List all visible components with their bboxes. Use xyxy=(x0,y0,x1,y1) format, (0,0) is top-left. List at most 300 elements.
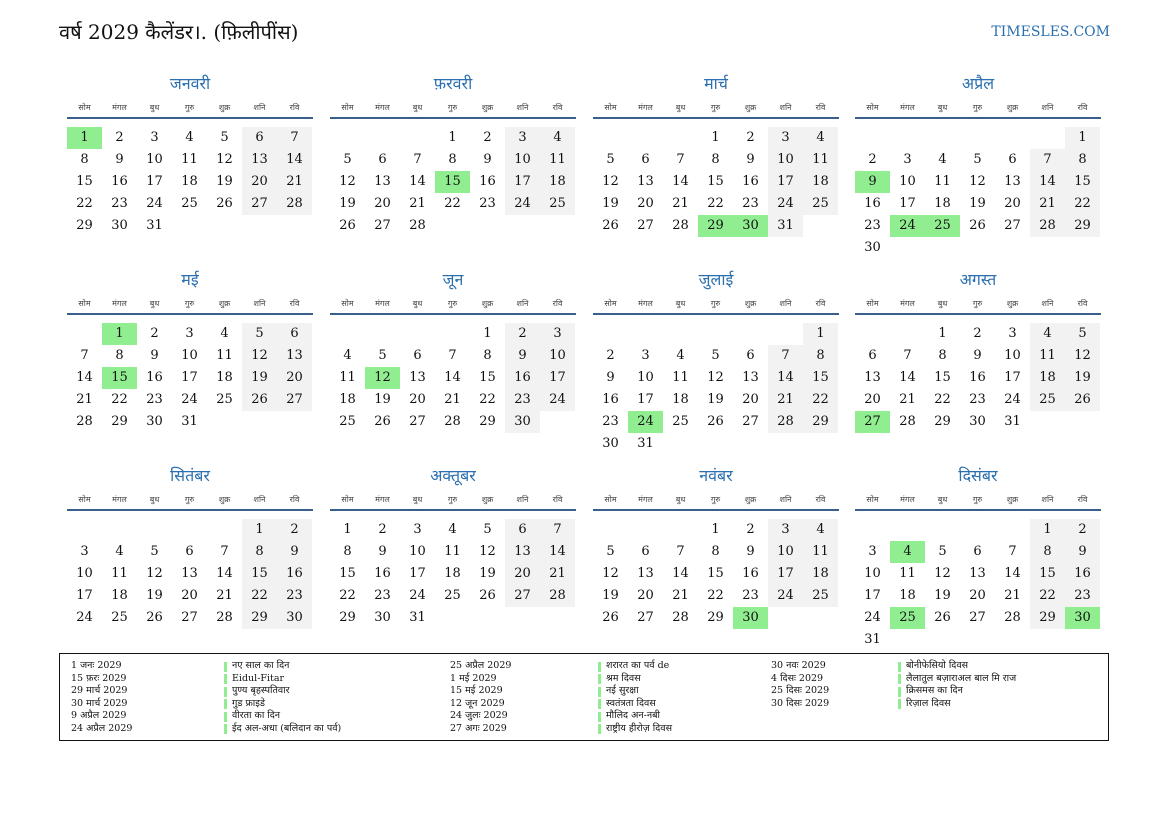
day-cell: 29 xyxy=(479,414,496,429)
month-name: अक्तूबर xyxy=(430,466,476,485)
day-cell: 4 xyxy=(938,152,947,167)
day-cell: 19 xyxy=(1065,367,1100,389)
day-cell: 15 xyxy=(707,566,724,581)
day-cell: 11 xyxy=(111,566,128,581)
month-calendar xyxy=(593,268,839,458)
weekday-header: गुरु xyxy=(710,495,721,504)
header-rule xyxy=(330,313,576,315)
day-cell: 7 xyxy=(220,544,229,559)
weekday-header: रवि xyxy=(289,495,300,504)
holiday-name: क्रिसमस का दिन xyxy=(906,685,963,696)
day-cell: 8 xyxy=(938,348,947,363)
weekday-header: मंगल xyxy=(900,299,915,308)
day-cell: 6 xyxy=(641,544,650,559)
day-cell: 4 xyxy=(803,127,838,149)
day-cell: 30 xyxy=(969,414,986,429)
header-rule xyxy=(593,313,839,315)
day-cell: 3 xyxy=(185,326,194,341)
page-title: वर्ष 2029 कैलेंडर।. (फ़िलीपींस) xyxy=(59,20,299,44)
day-cell: 1 xyxy=(1030,519,1065,541)
day-cell: 17 xyxy=(540,367,575,389)
day-cell: 19 xyxy=(216,174,233,189)
header-rule xyxy=(67,509,313,511)
day-cell: 23 xyxy=(479,196,496,211)
month-calendar xyxy=(593,72,839,262)
day-cell: 27 xyxy=(409,414,426,429)
weekday-header: रवि xyxy=(815,495,826,504)
day-cell: 15 xyxy=(242,563,277,585)
header-rule xyxy=(855,313,1101,315)
header-rule xyxy=(67,313,313,315)
day-cell: 27 xyxy=(969,610,986,625)
day-cell: 15 xyxy=(339,566,356,581)
day-cell: 21 xyxy=(540,563,575,585)
day-cell: 25 xyxy=(803,585,838,607)
day-cell: 19 xyxy=(479,566,496,581)
holiday-day-cell: 25 xyxy=(890,607,925,629)
day-cell: 28 xyxy=(277,193,312,215)
day-cell: 23 xyxy=(111,196,128,211)
weekday-header: गुरु xyxy=(184,495,195,504)
day-cell: 28 xyxy=(76,414,93,429)
day-cell: 18 xyxy=(339,392,356,407)
day-cell: 28 xyxy=(672,218,689,233)
day-cell: 26 xyxy=(602,218,619,233)
day-cell: 20 xyxy=(1004,196,1021,211)
day-cell: 6 xyxy=(868,348,877,363)
day-cell: 6 xyxy=(505,519,540,541)
day-cell: 6 xyxy=(641,152,650,167)
day-cell: 22 xyxy=(934,392,951,407)
day-cell: 6 xyxy=(242,127,277,149)
holiday-marker xyxy=(598,712,601,722)
day-cell: 22 xyxy=(111,392,128,407)
day-cell: 18 xyxy=(216,370,233,385)
weekday-header: बुध xyxy=(675,103,686,112)
day-cell: 25 xyxy=(540,193,575,215)
holiday-name: शरारत का पर्व de xyxy=(606,660,670,671)
day-cell: 29 xyxy=(1030,607,1065,629)
day-cell: 14 xyxy=(672,566,689,581)
weekday-header: मंगल xyxy=(112,299,127,308)
day-cell: 23 xyxy=(277,585,312,607)
day-cell: 7 xyxy=(768,345,803,367)
day-cell: 18 xyxy=(181,174,198,189)
day-cell: 19 xyxy=(707,392,724,407)
day-cell: 25 xyxy=(216,392,233,407)
day-cell: 9 xyxy=(746,152,755,167)
day-cell: 24 xyxy=(768,193,803,215)
month-calendar xyxy=(67,268,313,458)
day-cell: 19 xyxy=(374,392,391,407)
weekday-header: मंगल xyxy=(375,299,390,308)
weekday-header: सोम xyxy=(341,299,354,308)
day-cell: 13 xyxy=(242,149,277,171)
weekday-header: सोम xyxy=(866,495,879,504)
day-cell: 14 xyxy=(768,367,803,389)
holiday-name: गुड फ्राइडे xyxy=(232,697,265,709)
weekday-header: मंगल xyxy=(638,103,653,112)
day-cell: 11 xyxy=(339,370,356,385)
day-cell: 6 xyxy=(1008,152,1017,167)
day-cell: 3 xyxy=(150,130,159,145)
weekday-header: सोम xyxy=(866,103,879,112)
day-cell: 13 xyxy=(864,370,881,385)
holiday-marker xyxy=(224,724,227,734)
day-cell: 24 xyxy=(1004,392,1021,407)
weekday-header: सोम xyxy=(78,103,91,112)
weekday-header: रवि xyxy=(815,299,826,308)
day-cell: 10 xyxy=(768,149,803,171)
weekday-header: शनि xyxy=(516,495,529,504)
day-cell: 20 xyxy=(374,196,391,211)
day-cell: 14 xyxy=(409,174,426,189)
month-calendar xyxy=(330,72,576,262)
day-cell: 12 xyxy=(242,345,277,367)
holiday-marker xyxy=(598,724,601,734)
day-cell: 5 xyxy=(973,152,982,167)
day-cell: 11 xyxy=(803,541,838,563)
day-cell: 6 xyxy=(973,544,982,559)
day-cell: 18 xyxy=(1030,367,1065,389)
holiday-date: 25 अप्रैल 2029 xyxy=(450,660,512,671)
day-cell: 4 xyxy=(448,522,457,537)
day-cell: 10 xyxy=(505,149,540,171)
day-cell: 2 xyxy=(378,522,387,537)
day-cell: 18 xyxy=(899,588,916,603)
day-cell: 1 xyxy=(1065,127,1100,149)
day-cell: 2 xyxy=(505,323,540,345)
day-cell: 24 xyxy=(146,196,163,211)
day-cell: 4 xyxy=(185,130,194,145)
day-cell: 16 xyxy=(1065,563,1100,585)
day-cell: 21 xyxy=(277,171,312,193)
day-cell: 6 xyxy=(746,348,755,363)
day-cell: 8 xyxy=(115,348,124,363)
day-cell: 13 xyxy=(409,370,426,385)
day-cell: 11 xyxy=(540,149,575,171)
holiday-date: 30 नवः 2029 xyxy=(771,660,826,671)
day-cell: 5 xyxy=(483,522,492,537)
day-cell: 31 xyxy=(181,414,198,429)
header-rule xyxy=(593,117,839,119)
holiday-marker xyxy=(224,687,227,697)
month-calendar xyxy=(330,268,576,458)
day-cell: 16 xyxy=(277,563,312,585)
holiday-day-cell: 24 xyxy=(628,411,663,433)
holiday-marker xyxy=(598,674,601,684)
month-name: फ़रवरी xyxy=(433,74,473,93)
day-cell: 12 xyxy=(969,174,986,189)
day-cell: 13 xyxy=(742,370,759,385)
day-cell: 20 xyxy=(969,588,986,603)
day-cell: 9 xyxy=(973,348,982,363)
day-cell: 20 xyxy=(181,588,198,603)
day-cell: 18 xyxy=(111,588,128,603)
day-cell: 14 xyxy=(216,566,233,581)
day-cell: 10 xyxy=(899,174,916,189)
day-cell: 3 xyxy=(903,152,912,167)
weekday-header: शनि xyxy=(1041,495,1054,504)
day-cell: 30 xyxy=(374,610,391,625)
day-cell: 14 xyxy=(540,541,575,563)
day-cell: 25 xyxy=(111,610,128,625)
day-cell: 23 xyxy=(864,218,881,233)
day-cell: 11 xyxy=(899,566,916,581)
month-name: जुलाई xyxy=(698,270,734,289)
holiday-day-cell: 9 xyxy=(855,171,890,193)
day-cell: 26 xyxy=(1065,389,1100,411)
day-cell: 22 xyxy=(707,196,724,211)
weekday-header: बुध xyxy=(675,495,686,504)
day-cell: 6 xyxy=(185,544,194,559)
day-cell: 30 xyxy=(505,411,540,433)
day-cell: 12 xyxy=(602,174,619,189)
day-cell: 17 xyxy=(505,171,540,193)
holiday-date: 12 जून 2029 xyxy=(450,697,505,709)
weekday-header: सोम xyxy=(341,495,354,504)
day-cell: 16 xyxy=(374,566,391,581)
day-cell: 14 xyxy=(76,370,93,385)
weekday-header: बुध xyxy=(937,495,948,504)
day-cell: 26 xyxy=(216,196,233,211)
weekday-header: सोम xyxy=(341,103,354,112)
holiday-name: लैलातुल बज़ाराअल बाल मि राज xyxy=(906,672,1017,684)
day-cell: 23 xyxy=(602,414,619,429)
holiday-name: श्रम दिवस xyxy=(606,672,641,684)
day-cell: 18 xyxy=(444,566,461,581)
holiday-marker xyxy=(224,712,227,722)
day-cell: 7 xyxy=(1008,544,1017,559)
day-cell: 3 xyxy=(80,544,89,559)
day-cell: 7 xyxy=(80,348,89,363)
day-cell: 2 xyxy=(746,522,755,537)
day-cell: 21 xyxy=(1030,193,1065,215)
day-cell: 15 xyxy=(1065,171,1100,193)
day-cell: 23 xyxy=(969,392,986,407)
day-cell: 4 xyxy=(343,348,352,363)
weekday-header: मंगल xyxy=(112,103,127,112)
weekday-header: शुक्र xyxy=(218,103,231,112)
day-cell: 21 xyxy=(672,588,689,603)
day-cell: 27 xyxy=(242,193,277,215)
day-cell: 2 xyxy=(868,152,877,167)
day-cell: 28 xyxy=(899,414,916,429)
day-cell: 27 xyxy=(1004,218,1021,233)
day-cell: 1 xyxy=(938,326,947,341)
weekday-header: सोम xyxy=(866,299,879,308)
day-cell: 13 xyxy=(637,566,654,581)
day-cell: 9 xyxy=(115,152,124,167)
day-cell: 9 xyxy=(378,544,387,559)
day-cell: 30 xyxy=(111,218,128,233)
weekday-header: रवि xyxy=(552,103,563,112)
day-cell: 23 xyxy=(1065,585,1100,607)
day-cell: 28 xyxy=(444,414,461,429)
day-cell: 23 xyxy=(505,389,540,411)
month-calendar xyxy=(855,268,1101,458)
day-cell: 29 xyxy=(339,610,356,625)
day-cell: 7 xyxy=(1030,149,1065,171)
day-cell: 30 xyxy=(146,414,163,429)
holiday-name: बोनीफेसियो दिवस xyxy=(906,660,969,671)
header-rule xyxy=(330,117,576,119)
holiday-day-cell: 4 xyxy=(890,541,925,563)
month-name: मई xyxy=(181,270,199,289)
day-cell: 17 xyxy=(899,196,916,211)
weekday-header: शुक्र xyxy=(218,299,231,308)
day-cell: 10 xyxy=(540,345,575,367)
month-name: सितंबर xyxy=(170,466,210,485)
day-cell: 5 xyxy=(1065,323,1100,345)
day-cell: 4 xyxy=(115,544,124,559)
day-cell: 18 xyxy=(803,171,838,193)
day-cell: 12 xyxy=(707,370,724,385)
day-cell: 13 xyxy=(277,345,312,367)
weekday-header: शुक्र xyxy=(1006,495,1019,504)
month-name: अप्रैल xyxy=(961,74,995,93)
day-cell: 20 xyxy=(742,392,759,407)
holiday-day-cell: 30 xyxy=(1065,607,1100,629)
holiday-marker xyxy=(598,699,601,709)
day-cell: 19 xyxy=(602,196,619,211)
weekday-header: बुध xyxy=(412,299,423,308)
weekday-header: रवि xyxy=(289,299,300,308)
day-cell: 26 xyxy=(374,414,391,429)
day-cell: 30 xyxy=(602,436,619,451)
day-cell: 3 xyxy=(768,519,803,541)
weekday-header: बुध xyxy=(149,495,160,504)
weekday-header: सोम xyxy=(604,299,617,308)
day-cell: 19 xyxy=(339,196,356,211)
holiday-day-cell: 12 xyxy=(365,367,400,389)
day-cell: 15 xyxy=(76,174,93,189)
holiday-day-cell: 1 xyxy=(67,127,102,149)
day-cell: 8 xyxy=(80,152,89,167)
day-cell: 17 xyxy=(768,563,803,585)
site-link[interactable]: TIMESLES.COM xyxy=(991,24,1110,40)
holiday-date: 24 अप्रैल 2029 xyxy=(71,722,133,734)
day-cell: 20 xyxy=(277,367,312,389)
day-cell: 7 xyxy=(448,348,457,363)
day-cell: 17 xyxy=(1004,370,1021,385)
holiday-day-cell: 25 xyxy=(925,215,960,237)
day-cell: 7 xyxy=(676,544,685,559)
weekday-header: रवि xyxy=(815,103,826,112)
day-cell: 24 xyxy=(505,193,540,215)
day-cell: 8 xyxy=(1065,149,1100,171)
day-cell: 21 xyxy=(409,196,426,211)
weekday-header: शुक्र xyxy=(744,103,757,112)
day-cell: 20 xyxy=(864,392,881,407)
holiday-name: राष्ट्रीय हीरोज़ दिवस xyxy=(606,722,673,734)
day-cell: 31 xyxy=(768,215,803,237)
day-cell: 3 xyxy=(868,544,877,559)
holiday-marker xyxy=(224,699,227,709)
day-cell: 2 xyxy=(483,130,492,145)
day-cell: 12 xyxy=(479,544,496,559)
weekday-header: सोम xyxy=(604,103,617,112)
day-cell: 22 xyxy=(479,392,496,407)
weekday-header: मंगल xyxy=(638,299,653,308)
day-cell: 25 xyxy=(181,196,198,211)
day-cell: 25 xyxy=(803,193,838,215)
day-cell: 30 xyxy=(864,240,881,255)
day-cell: 4 xyxy=(1030,323,1065,345)
weekday-header: शनि xyxy=(1041,103,1054,112)
holiday-name: रिज़ाल दिवस xyxy=(906,697,951,709)
day-cell: 31 xyxy=(409,610,426,625)
weekday-header: शुक्र xyxy=(481,299,494,308)
month-name: मार्च xyxy=(704,74,728,93)
day-cell: 10 xyxy=(76,566,93,581)
day-cell: 2 xyxy=(973,326,982,341)
day-cell: 29 xyxy=(803,411,838,433)
day-cell: 18 xyxy=(540,171,575,193)
day-cell: 16 xyxy=(479,174,496,189)
weekday-header: गुरु xyxy=(710,299,721,308)
day-cell: 2 xyxy=(277,519,312,541)
holiday-day-cell: 15 xyxy=(435,171,470,193)
weekday-header: शनि xyxy=(253,299,266,308)
day-cell: 9 xyxy=(1065,541,1100,563)
day-cell: 4 xyxy=(540,127,575,149)
weekday-header: शनि xyxy=(1041,299,1054,308)
weekday-header: बुध xyxy=(149,103,160,112)
holiday-marker xyxy=(898,674,901,684)
day-cell: 25 xyxy=(339,414,356,429)
day-cell: 11 xyxy=(444,544,461,559)
day-cell: 2 xyxy=(115,130,124,145)
day-cell: 1 xyxy=(343,522,352,537)
day-cell: 16 xyxy=(742,174,759,189)
weekday-header: शनि xyxy=(253,495,266,504)
weekday-header: गुरु xyxy=(972,103,983,112)
weekday-header: शनि xyxy=(779,299,792,308)
day-cell: 22 xyxy=(339,588,356,603)
holiday-day-cell: 24 xyxy=(890,215,925,237)
day-cell: 16 xyxy=(864,196,881,211)
weekday-header: शुक्र xyxy=(1006,103,1019,112)
day-cell: 12 xyxy=(339,174,356,189)
weekday-header: शुक्र xyxy=(481,495,494,504)
day-cell: 28 xyxy=(1030,215,1065,237)
day-cell: 2 xyxy=(150,326,159,341)
day-cell: 29 xyxy=(111,414,128,429)
holiday-day-cell: 1 xyxy=(102,323,137,345)
day-cell: 15 xyxy=(803,367,838,389)
weekday-header: शनि xyxy=(253,103,266,112)
day-cell: 16 xyxy=(602,392,619,407)
holiday-name: स्वतंत्रता दिवस xyxy=(606,697,656,709)
holiday-name: Eidul-Fitar xyxy=(232,672,285,684)
month-calendar xyxy=(67,464,313,654)
day-cell: 11 xyxy=(181,152,198,167)
day-cell: 1 xyxy=(242,519,277,541)
weekday-header: शुक्र xyxy=(1006,299,1019,308)
day-cell: 11 xyxy=(216,348,233,363)
day-cell: 31 xyxy=(1004,414,1021,429)
day-cell: 18 xyxy=(803,563,838,585)
day-cell: 8 xyxy=(1030,541,1065,563)
month-calendar xyxy=(855,464,1101,654)
weekday-header: शुक्र xyxy=(218,495,231,504)
weekday-header: रवि xyxy=(552,495,563,504)
day-cell: 11 xyxy=(934,174,951,189)
day-cell: 20 xyxy=(505,563,540,585)
day-cell: 5 xyxy=(711,348,720,363)
day-cell: 6 xyxy=(277,323,312,345)
